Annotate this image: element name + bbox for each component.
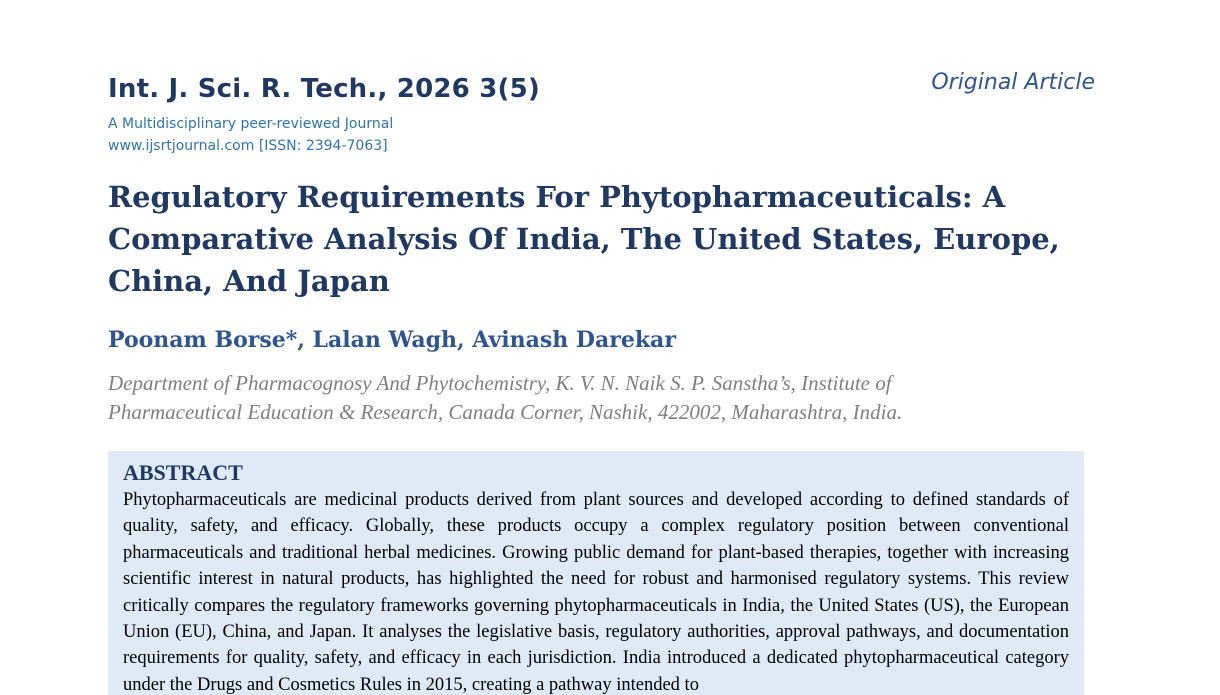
journal-title: Int. J. Sci. R. Tech., 2026 3(5) [108, 74, 540, 104]
abstract-heading: ABSTRACT [123, 460, 243, 485]
author-affiliation: Department of Pharmacognosy And Phytochemistry, K. V. N. Naik S. P. Sanstha’s, Institute of Pharmaceutical Education & Research, Canada Corner, Nashik, 422002, Maharashtra, India. [108, 371, 903, 424]
journal-website-issn[interactable]: www.ijsrtjournal.com [ISSN: 2394-7063] [108, 138, 388, 154]
abstract-box [108, 451, 1084, 695]
journal-tagline: A Multidisciplinary peer-reviewed Journal [108, 116, 394, 132]
abstract-text: Phytopharmaceuticals are medicinal products derived from plant sources and developed according to defined standards of quality, safety, and efficacy. Globally, these products occupy a complex regulatory position between conventional pharmaceuticals and traditional herbal medicines. Growing public demand for plant-based therapies, together with increasing scientific interest in natural products, has highlighted the need for robust and harmonised regulatory systems. This review critically compares the regulatory frameworks governing phytopharmaceuticals in India, the United States (US), the European Union (EU), China, and Japan. It analyses the legislative basis, regulatory authorities, approval pathways, and documentation requirements for quality, safety, and efficacy in each jurisdiction. India introduced a dedicated phytopharmaceutical category under the Drugs and Cosmetics Rules in 2015, creating a pathway intended to [123, 490, 1069, 695]
author-list: Poonam Borse*, Lalan Wagh, Avinash Darekar [108, 327, 676, 353]
article-type-label: Original Article [931, 70, 1095, 95]
paper-title: Regulatory Requirements For Phytopharmaceuticals: A Comparative Analysis Of India, The United States, Europe, China, And Japan [108, 180, 1060, 298]
journal-info [108, 113, 393, 157]
